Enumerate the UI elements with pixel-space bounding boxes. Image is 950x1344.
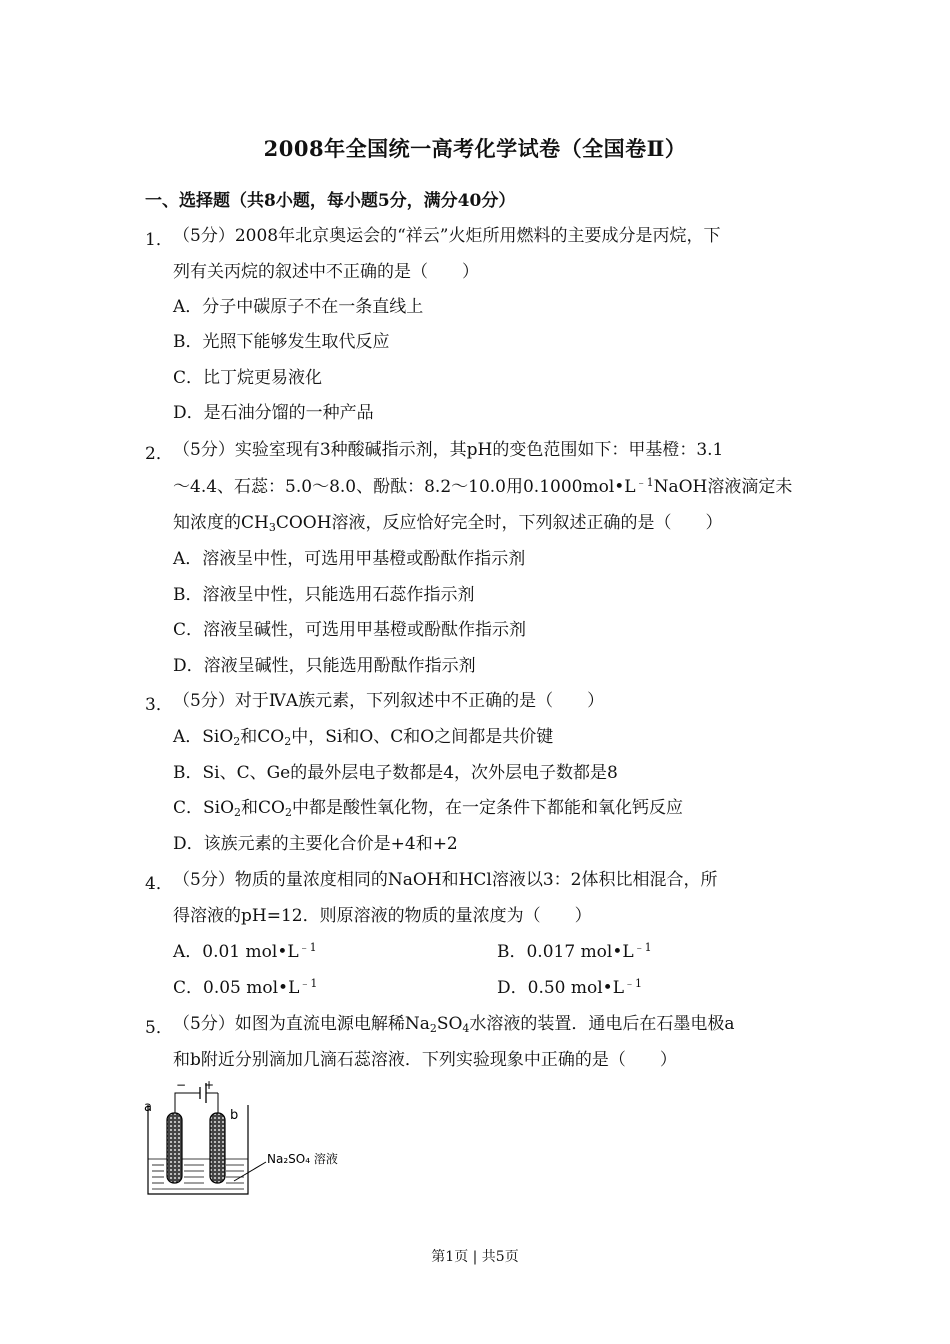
q2-line2-text-a: ～4.4、石蕊：5.0～8.0、酚酞：8.2～10.0用0.1000mol•L [173,477,636,497]
negative-sign: − [176,1078,187,1092]
section-heading: 一、选择题（共8小题，每小题5分，满分40分） [145,191,516,211]
q4a-sup: ﹣1 [298,941,317,954]
q2-stem-line1: （5分）实验室现有3种酸碱指示剂，其pH的变色范围如下：甲基橙：3.1 [173,440,724,460]
q3-option-c [173,797,683,819]
q4b-text: B．0.017 mol•L [497,942,634,962]
electrolysis-diagram [138,1077,368,1202]
q3-option-b: B．Si、C、Ge的最外层电子数都是4，次外层电子数都是8 [173,763,618,783]
q4-stem-line1: （5分）物质的量浓度相同的NaOH和HCl溶液以3：2体积比相混合，所 [173,870,718,890]
page-footer: 第1页 | 共5页 [431,1249,519,1265]
q5-stem-line2: 和b附近分别滴加几滴石蕊溶液．下列实验现象中正确的是（ ） [173,1050,677,1070]
q3c-sub2: 2 [284,806,292,819]
q1-option-b: B．光照下能够发生取代反应 [173,332,390,352]
q4-option-a [173,941,317,963]
q3a-part3: 中，Si和O、C和O之间都是共价键 [291,727,554,747]
exam-title: 2008年全国统一高考化学试卷（全国卷Ⅱ） [263,136,687,161]
q4d-text: D．0.50 mol•L [497,978,624,998]
q3a-sub2: 2 [284,735,292,748]
q4d-sup: ﹣1 [624,977,642,990]
q3c-part3: 中都是酸性氧化物，在一定条件下都能和氧化钙反应 [291,798,683,818]
electrode-a-label: a [144,1100,152,1115]
electrode-b-label: b [230,1108,239,1123]
graphite-electrode-b [210,1113,225,1183]
q1-stem-line2: 列有关丙烷的叙述中不正确的是（ ） [173,262,479,282]
q2-line3-text-b: COOH溶液，反应恰好完全时，下列叙述正确的是（ ） [275,513,723,533]
q4-option-c [173,977,317,999]
q2-line3-text-a: 知浓度的CH [173,513,269,533]
q3c-sub1: 2 [234,806,242,819]
wire-left [175,1093,198,1097]
q3c-part1: C．SiO [173,798,235,818]
q2-line3-subscript: 3 [268,521,276,534]
q1-number: 1． [145,230,173,250]
q1-stem-line1: （5分）2008年北京奥运会的“祥云”火炬所用燃料的主要成分是丙烷，下 [173,226,721,246]
q2-stem-line3 [173,512,723,534]
graphite-electrode-a [167,1113,182,1183]
q4-option-b [497,941,652,963]
q2-option-d: D．溶液呈碱性，只能选用酚酞作指示剂 [173,656,476,676]
q2-number: 2． [145,444,173,464]
q5-line1-c: 水溶液的装置．通电后在石墨电极a [469,1014,735,1034]
q3-number: 3． [145,695,173,715]
q3a-part2: 和CO [240,727,285,747]
q4a-text: A．0.01 mol•L [173,942,299,962]
q5-line1-a: （5分）如图为直流电源电解稀Na [173,1014,430,1034]
q2-option-b: B．溶液呈中性，只能选用石蕊作指示剂 [173,585,475,605]
q3-option-a [173,726,553,748]
q4-stem-line2: 得溶液的pH=12．则原溶液的物质的量浓度为（ ） [173,906,592,926]
q5-line1-b: SO [436,1014,463,1034]
q5-stem-line1 [173,1013,735,1035]
q2-line2-text-b: NaOH溶液滴定未 [653,477,793,497]
q2-option-a: A．溶液呈中性，可选用甲基橙或酚酞作指示剂 [173,549,526,569]
q4c-sup: ﹣1 [299,977,318,990]
q5-number: 5． [145,1018,173,1038]
q2-stem-line2 [173,476,792,498]
q3-stem: （5分）对于ⅣA族元素，下列叙述中不正确的是（ ） [173,691,605,711]
positive-sign: + [204,1078,215,1092]
q5-line1-sub2: 4 [462,1022,470,1035]
q4-option-d [497,977,642,999]
q3a-sub1: 2 [233,735,241,748]
solution-level [148,1159,248,1189]
q3c-part2: 和CO [241,798,285,818]
q5-line1-sub1: 2 [429,1022,437,1035]
q3-option-d: D．该族元素的主要化合价是+4和+2 [173,834,458,854]
q2-line2-superscript: ﹣1 [635,476,654,489]
q1-option-c: C．比丁烷更易液化 [173,368,323,388]
q1-option-a: A．分子中碳原子不在一条直线上 [173,297,424,317]
solution-label: Na₂SO₄ 溶液 [267,1152,338,1166]
q2-option-c: C．溶液呈碱性，可选用甲基橙或酚酞作指示剂 [173,620,527,640]
q4c-text: C．0.05 mol•L [173,978,300,998]
q3a-part1: A．SiO [173,727,234,747]
q4-number: 4． [145,874,173,894]
q4b-sup: ﹣1 [633,941,652,954]
q1-option-d: D．是石油分馏的一种产品 [173,403,374,423]
